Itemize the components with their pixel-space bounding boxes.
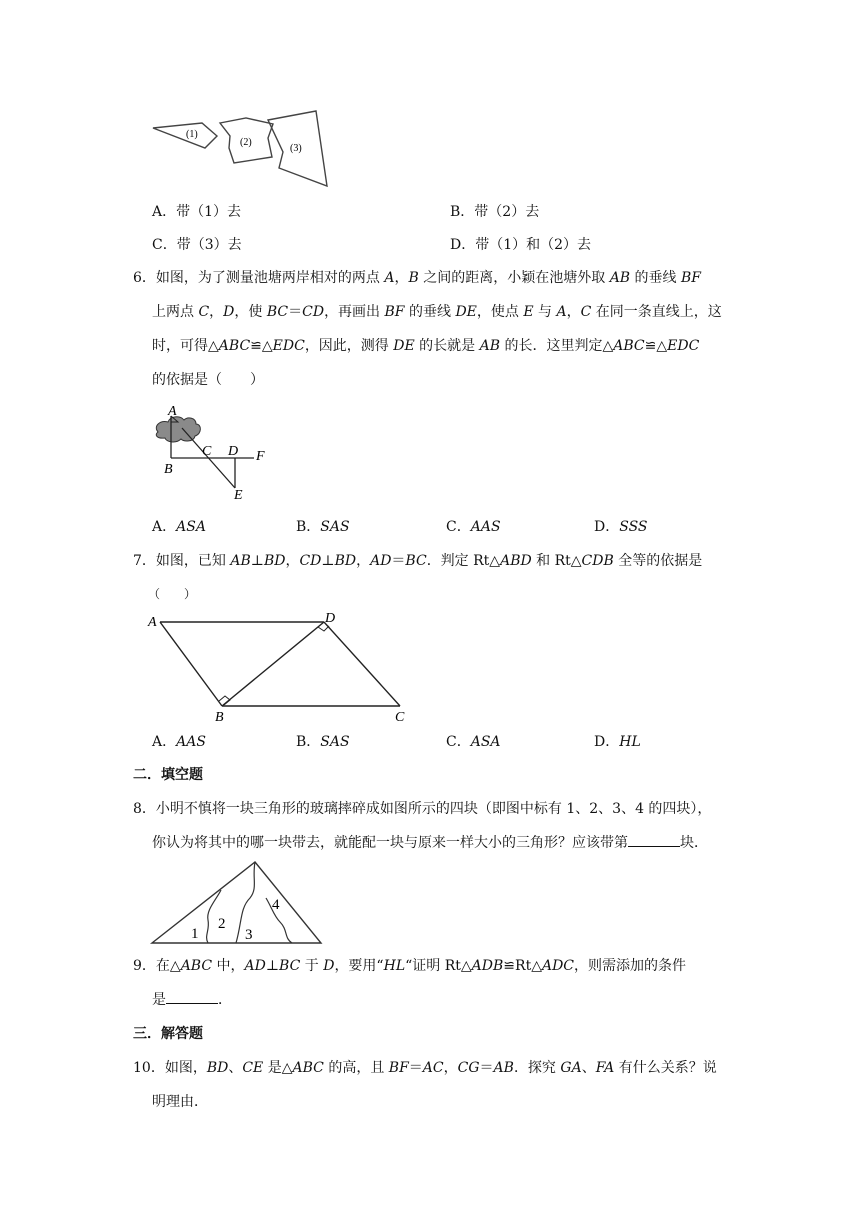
q6-label-d: D bbox=[228, 444, 239, 459]
segment-bd bbox=[222, 622, 324, 706]
q8-label-3: 3 bbox=[245, 927, 253, 943]
q6-stem-line1: 6．如图，为了测量池塘两岸相对的两点 A，B 之间的距离，小颖在池塘外取 AB 的垂线 BF bbox=[133, 270, 702, 286]
q7-label-d: D bbox=[325, 611, 336, 626]
q7-label-c: C bbox=[395, 710, 405, 725]
q6-label-b: B bbox=[164, 462, 173, 477]
q7-option-a: A．AAS bbox=[152, 734, 206, 750]
q5-piece-1 bbox=[153, 123, 217, 148]
q7-option-c: C．ASA bbox=[446, 734, 501, 750]
q6-label-c: C bbox=[202, 444, 212, 459]
q5-option-a: A．带（1）去 bbox=[152, 204, 242, 220]
q9-stem-line1: 9．在△ABC 中，AD⊥BC 于 D，要用“HL“证明 Rt△ADB≌Rt△ADC，则需添加的条件 bbox=[133, 958, 687, 974]
q5-label-1: (1) bbox=[186, 129, 198, 140]
q8-stem-line1: 8．小明不慎将一块三角形的玻璃摔碎成如图所示的四块（即图中标有 1、2、3、4 的四块）， bbox=[133, 801, 712, 817]
q5-option-b: B．带（2）去 bbox=[450, 204, 540, 220]
q6-stem-line3: 时，可得△ABC≌△EDC，因此，测得 DE 的长就是 AB 的长．这里判定△ABC≌△EDC bbox=[152, 338, 700, 354]
right-angle-marker-d bbox=[318, 626, 329, 631]
q6-option-b: B．SAS bbox=[296, 519, 350, 535]
q7-figure bbox=[144, 608, 414, 726]
q6-option-a: A．ASA bbox=[152, 519, 206, 535]
q6-option-c: C．AAS bbox=[446, 519, 501, 535]
q7-option-b: B．SAS bbox=[296, 734, 350, 750]
q8-figure bbox=[148, 860, 328, 946]
q6-stem-line4: 的依据是（ ） bbox=[152, 372, 264, 388]
q6-stem-line2: 上两点 C，D，使 BC＝CD，再画出 BF 的垂线 DE，使点 E 与 A，C 在同一条直线上，这 bbox=[152, 304, 722, 320]
q6-option-d: D．SSS bbox=[594, 519, 648, 535]
q8-answer-blank bbox=[628, 834, 680, 847]
q5-figure bbox=[150, 108, 340, 190]
q10-stem-line2: 明理由． bbox=[152, 1094, 208, 1110]
q6-label-f: F bbox=[256, 449, 265, 464]
q6-label-e: E bbox=[234, 488, 243, 503]
section-heading-answer: 三．解答题 bbox=[133, 1026, 203, 1042]
q8-label-2: 2 bbox=[218, 916, 226, 932]
q7-option-d: D．HL bbox=[594, 734, 641, 750]
q8-label-1: 1 bbox=[191, 926, 199, 942]
q9-stem-line2: 是 ． bbox=[152, 992, 232, 1008]
q8-label-4: 4 bbox=[272, 897, 280, 913]
q7-label-a: A bbox=[148, 615, 157, 630]
q10-stem-line1: 10．如图，BD、CE 是△ABC 的高，且 BF＝AC，CG＝AB．探究 GA、FA 有什么关系？说 bbox=[133, 1060, 717, 1076]
pond-shape bbox=[156, 417, 200, 442]
q6-label-a: A bbox=[168, 404, 177, 419]
q6-figure bbox=[148, 402, 278, 504]
segment-dc bbox=[324, 622, 400, 706]
q7-stem-line2: （ ） bbox=[148, 587, 197, 601]
segment-ab bbox=[160, 622, 222, 706]
q5-option-c: C．带（3）去 bbox=[152, 237, 242, 253]
q7-stem-line1: 7．如图，已知 AB⊥BD，CD⊥BD，AD＝BC．判定 Rt△ABD 和 Rt△CDB 全等的依据是 bbox=[133, 553, 703, 569]
q7-label-b: B bbox=[215, 710, 224, 725]
q5-option-d: D．带（1）和（2）去 bbox=[450, 237, 592, 253]
q9-answer-blank bbox=[166, 991, 218, 1004]
section-heading-fill-in: 二．填空题 bbox=[133, 767, 203, 783]
q5-label-2: (2) bbox=[240, 137, 252, 148]
glass-triangle bbox=[152, 862, 321, 943]
q8-stem-line2: 你认为将其中的哪一块带去，就能配一块与原来一样大小的三角形？应该带第 块． bbox=[152, 835, 708, 851]
q5-label-3: (3) bbox=[290, 143, 302, 154]
